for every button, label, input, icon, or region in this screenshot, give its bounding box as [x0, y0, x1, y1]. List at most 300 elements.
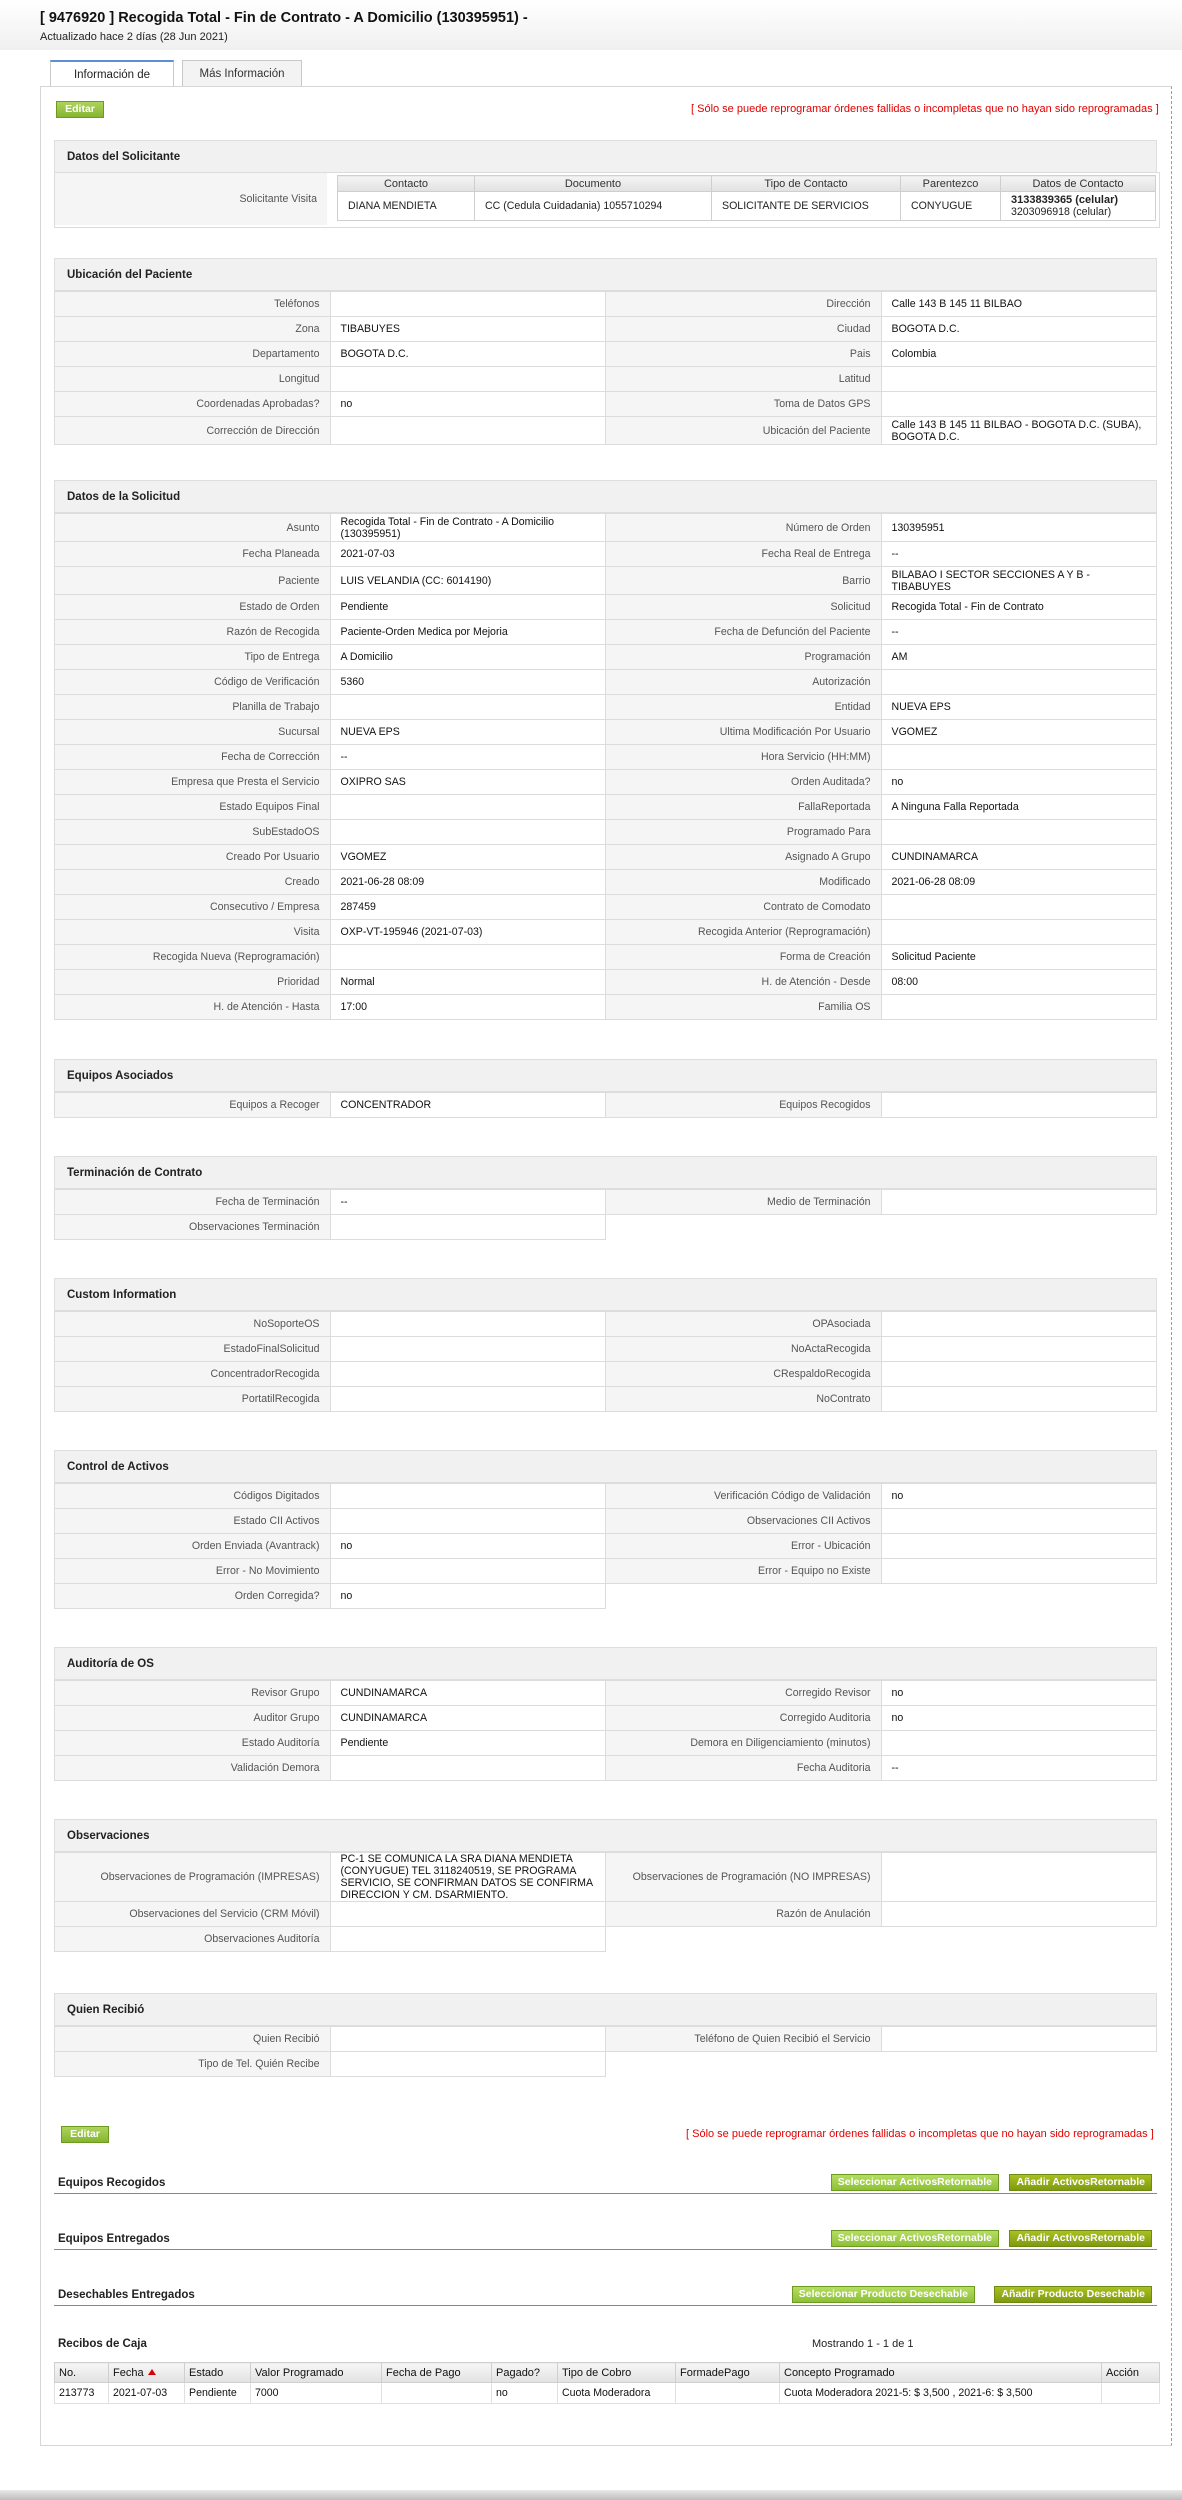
- field-row: [55, 795, 1157, 820]
- bar-title: Equipos Entregados: [58, 2233, 170, 2245]
- field-value: [881, 1534, 1157, 1559]
- empty-cell: [881, 1927, 1157, 1952]
- solicitante-box: [54, 172, 1160, 228]
- field-value: no: [330, 1534, 606, 1559]
- section-observaciones: [54, 1819, 1157, 1952]
- field-label: Solicitud: [606, 595, 882, 620]
- field-row: [55, 2027, 1157, 2052]
- field-row: [55, 670, 1157, 695]
- section-ubicacion: [54, 258, 1157, 445]
- field-value: [881, 1559, 1157, 1584]
- field-label: Observaciones de Programación (IMPRESAS): [55, 1853, 331, 1902]
- field-row: [55, 620, 1157, 645]
- field-value: [330, 1215, 606, 1240]
- field-label: Pais: [606, 342, 882, 367]
- field-label: Verificación Código de Validación: [606, 1484, 882, 1509]
- field-value: Calle 143 B 145 11 BILBAO: [881, 292, 1157, 317]
- field-row: [55, 317, 1157, 342]
- field-label: H. de Atención - Desde: [606, 970, 882, 995]
- field-value: VGOMEZ: [330, 845, 606, 870]
- field-value: BOGOTA D.C.: [881, 317, 1157, 342]
- field-label: Ubicación del Paciente: [606, 417, 882, 445]
- field-label: Estado Equipos Final: [55, 795, 331, 820]
- field-value: [330, 1337, 606, 1362]
- table-cell: [382, 2383, 492, 2404]
- field-label: Asignado A Grupo: [606, 845, 882, 870]
- field-value: BILABAO I SECTOR SECCIONES A Y B - TIBABUYES: [881, 567, 1157, 595]
- field-row: [55, 514, 1157, 542]
- field-label: Observaciones de Programación (NO IMPRESAS): [606, 1853, 882, 1902]
- field-label: Código de Verificación: [55, 670, 331, 695]
- tab-mas-informacion[interactable]: Más Información: [182, 60, 302, 87]
- field-row: [55, 945, 1157, 970]
- field-label: Contrato de Comodato: [606, 895, 882, 920]
- field-label: Ciudad: [606, 317, 882, 342]
- field-row: [55, 1584, 1157, 1609]
- field-value: [881, 1312, 1157, 1337]
- field-label: Estado CII Activos: [55, 1509, 331, 1534]
- section-title: Auditoría de OS: [54, 1647, 1157, 1680]
- field-label: Fecha Planeada: [55, 542, 331, 567]
- field-value: 08:00: [881, 970, 1157, 995]
- column-header[interactable]: FormadePago: [676, 2363, 780, 2383]
- field-value: [330, 1756, 606, 1781]
- contact-name: DIANA MENDIETA: [338, 192, 475, 221]
- field-label: Programación: [606, 645, 882, 670]
- field-value: [330, 1312, 606, 1337]
- field-value: Calle 143 B 145 11 BILBAO - BOGOTA D.C. (SUBA), BOGOTA D.C.: [881, 417, 1157, 445]
- bar-title: Desechables Entregados: [58, 2289, 195, 2301]
- field-value: no: [881, 1681, 1157, 1706]
- field-label: Error - Equipo no Existe: [606, 1559, 882, 1584]
- field-row: [55, 1853, 1157, 1902]
- field-row: [55, 1312, 1157, 1337]
- field-label: Paciente: [55, 567, 331, 595]
- field-value: [881, 1337, 1157, 1362]
- field-label: Observaciones Auditoría: [55, 1927, 331, 1952]
- field-value: Recogida Total - Fin de Contrato - A Domicilio (130395951): [330, 514, 606, 542]
- field-label: Orden Auditada?: [606, 770, 882, 795]
- field-label: Creado Por Usuario: [55, 845, 331, 870]
- field-label: Entidad: [606, 695, 882, 720]
- field-row: [55, 1484, 1157, 1509]
- section-title: Datos del Solicitante: [54, 140, 1157, 173]
- field-value: [881, 895, 1157, 920]
- column-header-label: Fecha: [113, 2366, 144, 2379]
- field-row: [55, 1190, 1157, 1215]
- field-label: Departamento: [55, 342, 331, 367]
- field-row: [55, 1093, 1157, 1118]
- field-value: --: [330, 1190, 606, 1215]
- field-label: Corregido Auditoria: [606, 1706, 882, 1731]
- sort-asc-icon: [148, 2369, 156, 2375]
- field-row: [55, 1559, 1157, 1584]
- field-label: Orden Corregida?: [55, 1584, 331, 1609]
- section-auditoria: [54, 1647, 1157, 1781]
- field-row: [55, 392, 1157, 417]
- field-label: Zona: [55, 317, 331, 342]
- edit-button-bottom[interactable]: Editar: [61, 2126, 109, 2143]
- field-label: Sucursal: [55, 720, 331, 745]
- field-value: [881, 745, 1157, 770]
- field-row: [55, 1534, 1157, 1559]
- field-label: Observaciones del Servicio (CRM Móvil): [55, 1902, 331, 1927]
- column-header[interactable]: Pagado?: [492, 2363, 558, 2383]
- column-header: Tipo de Contacto: [712, 176, 901, 192]
- field-row: [55, 645, 1157, 670]
- reprogram-warning-bottom: [ Sólo se puede reprogramar órdenes fallidas o incompletas que no hayan sido reprogramadas ]: [686, 2128, 1154, 2140]
- field-grid: [54, 1189, 1157, 1240]
- field-label: Programado Para: [606, 820, 882, 845]
- field-value: CUNDINAMARCA: [330, 1706, 606, 1731]
- field-value: [881, 1509, 1157, 1534]
- page-title: [ 9476920 ] Recogida Total - Fin de Contrato - A Domicilio (130395951) -: [40, 10, 528, 26]
- field-label: Latitud: [606, 367, 882, 392]
- field-value: [330, 1902, 606, 1927]
- anadir-activos-button[interactable]: Añadir ActivosRetornable: [1009, 2230, 1152, 2247]
- field-label: Equipos a Recoger: [55, 1093, 331, 1118]
- field-value: [330, 367, 606, 392]
- contact-phone-2: 3203096918 (celular): [1011, 206, 1112, 218]
- field-value: [330, 820, 606, 845]
- field-label: Equipos Recogidos: [606, 1093, 882, 1118]
- field-label: NoSoporteOS: [55, 1312, 331, 1337]
- reprogram-warning: [ Sólo se puede reprogramar órdenes fallidas o incompletas que no hayan sido reprogramadas ]: [691, 103, 1159, 115]
- field-value: no: [330, 392, 606, 417]
- field-value: [881, 1093, 1157, 1118]
- column-header[interactable]: Estado: [185, 2363, 251, 2383]
- tab-bar: [50, 60, 1160, 87]
- section-title: Quien Recibió: [54, 1993, 1157, 2026]
- field-label: Creado: [55, 870, 331, 895]
- field-value: OXIPRO SAS: [330, 770, 606, 795]
- field-row: [55, 745, 1157, 770]
- field-label: FallaReportada: [606, 795, 882, 820]
- page-header: [0, 0, 1182, 50]
- tab-informacion[interactable]: Información de: [50, 60, 174, 88]
- field-value: [881, 1362, 1157, 1387]
- field-row: [55, 1362, 1157, 1387]
- table-cell: [1102, 2383, 1160, 2404]
- field-label: Consecutivo / Empresa: [55, 895, 331, 920]
- field-value: CUNDINAMARCA: [881, 845, 1157, 870]
- field-value: CONCENTRADOR: [330, 1093, 606, 1118]
- table-cell: [676, 2383, 780, 2404]
- field-row: [55, 1756, 1157, 1781]
- field-label: Teléfonos: [55, 292, 331, 317]
- field-value: NUEVA EPS: [330, 720, 606, 745]
- field-value: [330, 945, 606, 970]
- field-label: Coordenadas Aprobadas?: [55, 392, 331, 417]
- field-row: [55, 2052, 1157, 2077]
- contact-phone-1: 3133839365 (celular): [1011, 194, 1119, 206]
- field-label: Prioridad: [55, 970, 331, 995]
- field-label: EstadoFinalSolicitud: [55, 1337, 331, 1362]
- section-title: Ubicación del Paciente: [54, 258, 1157, 291]
- recibos-title: Recibos de Caja: [58, 2338, 147, 2350]
- field-value: [330, 1927, 606, 1952]
- table-cell: Pendiente: [185, 2383, 251, 2404]
- contact-type: SOLICITANTE DE SERVICIOS: [712, 192, 901, 221]
- column-header-fecha[interactable]: [109, 2363, 185, 2383]
- field-label: Observaciones CII Activos: [606, 1509, 882, 1534]
- field-value: [330, 2052, 606, 2077]
- field-value: [881, 1853, 1157, 1902]
- column-header[interactable]: Acción: [1102, 2363, 1160, 2383]
- field-value: no: [881, 1706, 1157, 1731]
- field-value: 5360: [330, 670, 606, 695]
- field-value: AM: [881, 645, 1157, 670]
- field-value: --: [881, 1756, 1157, 1781]
- seleccionar-activos-button[interactable]: Seleccionar ActivosRetornable: [831, 2230, 999, 2247]
- table-cell: 7000: [251, 2383, 382, 2404]
- field-label: Recogida Anterior (Reprogramación): [606, 920, 882, 945]
- field-grid: [54, 1680, 1157, 1781]
- field-value: BOGOTA D.C.: [330, 342, 606, 367]
- field-row: [55, 417, 1157, 445]
- field-row: [55, 970, 1157, 995]
- bar-equipos-recogidos: [54, 2174, 1157, 2194]
- field-label: Tipo de Entrega: [55, 645, 331, 670]
- field-value: Pendiente: [330, 1731, 606, 1756]
- section-solicitante: [54, 140, 1157, 173]
- column-header[interactable]: Concepto Programado: [780, 2363, 1102, 2383]
- field-row: [55, 695, 1157, 720]
- field-grid: [54, 513, 1157, 1020]
- field-label: Fecha de Corrección: [55, 745, 331, 770]
- field-value: [881, 2027, 1157, 2052]
- contact-phones: [1001, 192, 1156, 221]
- section-title: Terminación de Contrato: [54, 1156, 1157, 1189]
- field-label: Autorización: [606, 670, 882, 695]
- column-header: Documento: [475, 176, 712, 192]
- field-value: [881, 1731, 1157, 1756]
- empty-cell: [881, 1584, 1157, 1609]
- field-label: Barrio: [606, 567, 882, 595]
- field-label: Ultima Modificación Por Usuario: [606, 720, 882, 745]
- field-value: [881, 1902, 1157, 1927]
- field-value: 287459: [330, 895, 606, 920]
- field-row: [55, 595, 1157, 620]
- section-title: Observaciones: [54, 1819, 1157, 1852]
- field-value: 2021-07-03: [330, 542, 606, 567]
- field-value: [330, 1484, 606, 1509]
- field-label: Número de Orden: [606, 514, 882, 542]
- field-label: Fecha de Defunción del Paciente: [606, 620, 882, 645]
- section-quien-recibio: [54, 1993, 1157, 2077]
- field-value: --: [881, 620, 1157, 645]
- field-row: [55, 845, 1157, 870]
- field-value: OXP-VT-195946 (2021-07-03): [330, 920, 606, 945]
- field-label: Tipo de Tel. Quién Recibe: [55, 2052, 331, 2077]
- field-value: VGOMEZ: [881, 720, 1157, 745]
- column-header[interactable]: Fecha de Pago: [382, 2363, 492, 2383]
- field-value: [881, 670, 1157, 695]
- field-value: no: [330, 1584, 606, 1609]
- field-label: Códigos Digitados: [55, 1484, 331, 1509]
- field-label: Fecha de Terminación: [55, 1190, 331, 1215]
- field-value: [330, 2027, 606, 2052]
- contact-relationship: CONYUGUE: [901, 192, 1001, 221]
- field-value: [330, 795, 606, 820]
- empty-cell: [606, 2052, 882, 2077]
- solicitante-table: [337, 175, 1156, 221]
- column-header: Parentezco: [901, 176, 1001, 192]
- field-label: Modificado: [606, 870, 882, 895]
- field-value: [881, 920, 1157, 945]
- field-label: OPAsociada: [606, 1312, 882, 1337]
- empty-cell: [606, 1215, 882, 1240]
- empty-cell: [606, 1927, 882, 1952]
- field-grid: [54, 291, 1157, 445]
- field-value: NUEVA EPS: [881, 695, 1157, 720]
- field-value: no: [881, 770, 1157, 795]
- section-solicitud: [54, 480, 1157, 1020]
- field-value: A Domicilio: [330, 645, 606, 670]
- field-value: CUNDINAMARCA: [330, 1681, 606, 1706]
- recibos-count: Mostrando 1 - 1 de 1: [812, 2338, 914, 2350]
- field-label: Corrección de Dirección: [55, 417, 331, 445]
- field-label: NoActaRecogida: [606, 1337, 882, 1362]
- field-label: Demora en Diligenciamiento (minutos): [606, 1731, 882, 1756]
- field-value: [330, 1559, 606, 1584]
- field-row: [55, 820, 1157, 845]
- field-value: A Ninguna Falla Reportada: [881, 795, 1157, 820]
- field-value: 2021-06-28 08:09: [881, 870, 1157, 895]
- edit-button[interactable]: Editar: [56, 101, 104, 118]
- field-row: [55, 895, 1157, 920]
- field-value: [330, 1387, 606, 1412]
- table-cell: no: [492, 2383, 558, 2404]
- table-row: [338, 192, 1156, 221]
- updated-label: Actualizado hace 2 días (28 Jun 2021): [40, 31, 228, 43]
- bar-equipos-entregados: [54, 2230, 1157, 2250]
- field-grid: [54, 1092, 1157, 1118]
- field-value: LUIS VELANDIA (CC: 6014190): [330, 567, 606, 595]
- anadir-activos-button[interactable]: Añadir ActivosRetornable: [1009, 2174, 1152, 2191]
- table-cell: Cuota Moderadora: [558, 2383, 676, 2404]
- recibos-table: [54, 2362, 1160, 2404]
- field-grid: [54, 1483, 1157, 1609]
- field-row: [55, 720, 1157, 745]
- column-header[interactable]: No.: [55, 2363, 109, 2383]
- field-value: [881, 392, 1157, 417]
- field-grid: [54, 1311, 1157, 1412]
- field-value: Paciente-Orden Medica por Mejoria: [330, 620, 606, 645]
- field-value: Normal: [330, 970, 606, 995]
- field-label: Empresa que Presta el Servicio: [55, 770, 331, 795]
- field-row: [55, 542, 1157, 567]
- field-value: Recogida Total - Fin de Contrato: [881, 595, 1157, 620]
- field-label: Longitud: [55, 367, 331, 392]
- field-row: [55, 920, 1157, 945]
- field-label: Estado de Orden: [55, 595, 331, 620]
- field-row: [55, 1681, 1157, 1706]
- field-label: Validación Demora: [55, 1756, 331, 1781]
- field-label: Estado Auditoría: [55, 1731, 331, 1756]
- field-row: [55, 870, 1157, 895]
- field-label: Teléfono de Quien Recibió el Servicio: [606, 2027, 882, 2052]
- field-label: Asunto: [55, 514, 331, 542]
- table-row[interactable]: [55, 2383, 1160, 2404]
- empty-cell: [606, 1584, 882, 1609]
- field-value: --: [881, 542, 1157, 567]
- field-label: Corregido Revisor: [606, 1681, 882, 1706]
- field-row: [55, 1215, 1157, 1240]
- field-grid: [54, 1852, 1157, 1952]
- field-row: [55, 1731, 1157, 1756]
- field-label: Toma de Datos GPS: [606, 392, 882, 417]
- field-label: Observaciones Terminación: [55, 1215, 331, 1240]
- section-equipos-asociados: [54, 1059, 1157, 1118]
- column-header: Datos de Contacto: [1001, 176, 1156, 192]
- field-label: Visita: [55, 920, 331, 945]
- field-value: [881, 995, 1157, 1020]
- column-header[interactable]: Tipo de Cobro: [558, 2363, 676, 2383]
- seleccionar-producto-button[interactable]: Seleccionar Producto Desechable: [792, 2286, 975, 2303]
- field-label: Razón de Anulación: [606, 1902, 882, 1927]
- window-bottom-bar: [0, 2490, 1182, 2500]
- field-label: Medio de Terminación: [606, 1190, 882, 1215]
- field-row: [55, 1927, 1157, 1952]
- field-label: Fecha Real de Entrega: [606, 542, 882, 567]
- field-grid: [54, 2026, 1157, 2077]
- field-value: [881, 367, 1157, 392]
- field-value: [330, 695, 606, 720]
- field-row: [55, 292, 1157, 317]
- field-value: TIBABUYES: [330, 317, 606, 342]
- seleccionar-activos-button[interactable]: Seleccionar ActivosRetornable: [831, 2174, 999, 2191]
- solicitante-row-label: Solicitante Visita: [55, 173, 327, 225]
- table-cell: 213773: [55, 2383, 109, 2404]
- field-value: [881, 820, 1157, 845]
- column-header[interactable]: Valor Programado: [251, 2363, 382, 2383]
- field-label: Recogida Nueva (Reprogramación): [55, 945, 331, 970]
- field-value: PC-1 SE COMUNICA LA SRA DIANA MENDIETA (CONYUGUE) TEL 3118240519, SE PROGRAMA SERVICIO, SE CONFIRMAN DATOS SE CONFIRMA DIRECCION Y CM. DSARMIENTO.: [330, 1853, 606, 1902]
- field-value: 2021-06-28 08:09: [330, 870, 606, 895]
- anadir-producto-button[interactable]: Añadir Producto Desechable: [994, 2286, 1152, 2303]
- section-title: Datos de la Solicitud: [54, 480, 1157, 513]
- field-row: [55, 567, 1157, 595]
- bar-desechables-entregados: [54, 2286, 1157, 2306]
- section-title: Control de Activos: [54, 1450, 1157, 1483]
- field-value: no: [881, 1484, 1157, 1509]
- empty-cell: [881, 1215, 1157, 1240]
- field-row: [55, 995, 1157, 1020]
- field-value: [330, 1362, 606, 1387]
- field-label: NoContrato: [606, 1387, 882, 1412]
- field-value: [330, 417, 606, 445]
- field-value: 130395951: [881, 514, 1157, 542]
- field-label: Hora Servicio (HH:MM): [606, 745, 882, 770]
- field-label: Familia OS: [606, 995, 882, 1020]
- column-header: Contacto: [338, 176, 475, 192]
- field-label: Planilla de Trabajo: [55, 695, 331, 720]
- section-custom-information: [54, 1278, 1157, 1412]
- table-cell: Cuota Moderadora 2021-5: $ 3,500 , 2021-6: $ 3,500: [780, 2383, 1102, 2404]
- table-cell: 2021-07-03: [109, 2383, 185, 2404]
- field-row: [55, 367, 1157, 392]
- bar-title: Equipos Recogidos: [58, 2177, 166, 2189]
- section-title: Equipos Asociados: [54, 1059, 1157, 1092]
- field-label: Razón de Recogida: [55, 620, 331, 645]
- field-row: [55, 1509, 1157, 1534]
- field-row: [55, 1337, 1157, 1362]
- field-label: SubEstadoOS: [55, 820, 331, 845]
- field-value: Solicitud Paciente: [881, 945, 1157, 970]
- field-label: Revisor Grupo: [55, 1681, 331, 1706]
- field-label: PortatilRecogida: [55, 1387, 331, 1412]
